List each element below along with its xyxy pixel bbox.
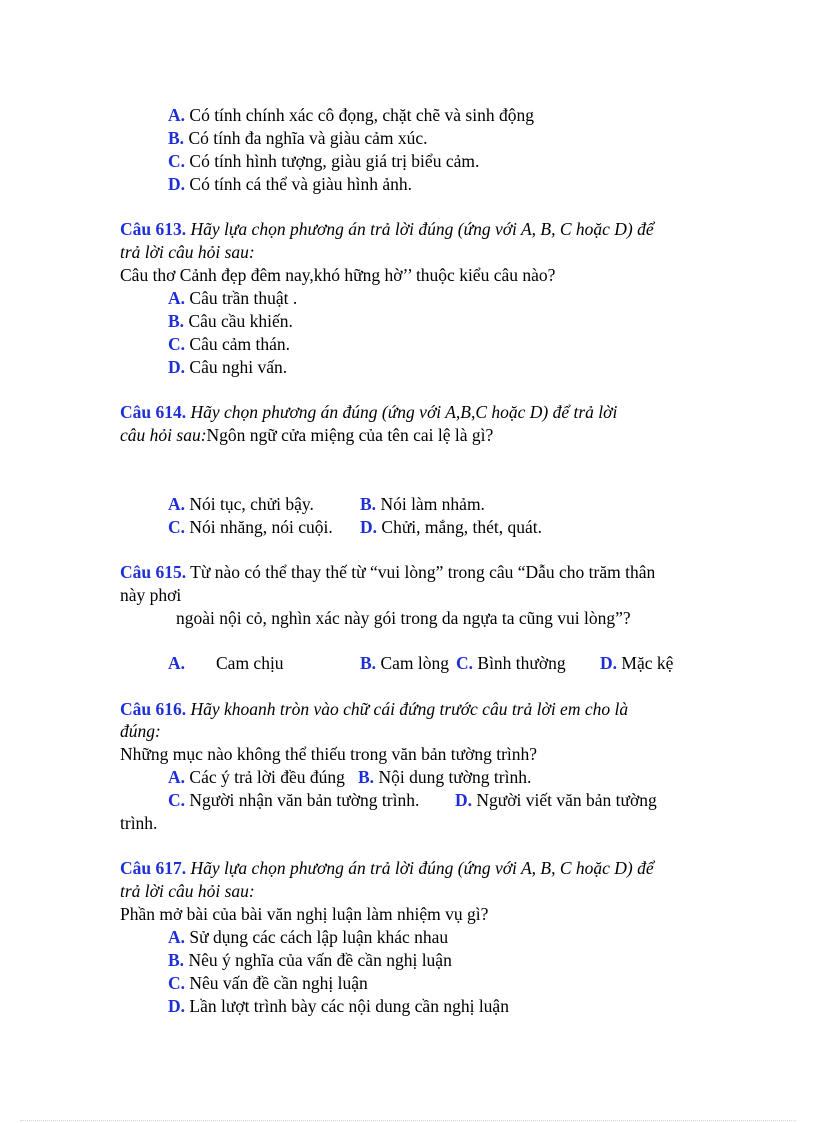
option-label: C. <box>168 973 186 993</box>
question-instruction-cont: đúng: <box>120 721 161 741</box>
option-label: A. <box>168 288 186 308</box>
option-text: Câu cầu khiến. <box>184 311 293 331</box>
question-text: Những mục nào không thể thiếu trong văn bản tường trình? <box>120 744 538 764</box>
option-text: Nói làm nhảm. <box>376 494 485 514</box>
option-d <box>455 789 657 811</box>
question-instruction: Hãy lựa chọn phương án trả lời đúng (ứng với A, B, C hoặc D) để <box>186 858 654 878</box>
option-a-text: Cam chịu <box>216 653 284 673</box>
option-label: C. <box>168 790 186 810</box>
question-instruction: câu hỏi sau: <box>120 425 207 445</box>
option-text: Có tính đa nghĩa và giàu cảm xúc. <box>188 128 428 148</box>
option-text: Có tính hình tượng, giàu giá trị biểu cảm. <box>189 151 480 171</box>
question-number: Câu 616. <box>120 699 187 719</box>
option-a <box>168 493 314 515</box>
option-text: Câu nghi vấn. <box>185 357 288 377</box>
option-text: Có tính cá thể và giàu hình ảnh. <box>189 174 412 194</box>
option-c <box>168 972 368 994</box>
question-613-heading <box>120 218 654 240</box>
page-bottom-rule <box>20 1120 796 1121</box>
option-label: A. <box>168 105 186 125</box>
option-text: Cam lòng <box>376 653 449 673</box>
option-label: A. <box>168 767 186 787</box>
option-text: Lần lượt trình bày các nội dung cần nghị luận <box>185 996 509 1016</box>
option-text: Các ý trả lời đều đúng <box>185 767 345 787</box>
option-label: A. <box>168 494 186 514</box>
option-b <box>168 310 293 332</box>
question-text: Ngôn ngữ cửa miệng của tên cai lệ là gì? <box>206 425 494 445</box>
option-a <box>168 287 297 309</box>
option-b <box>358 766 531 788</box>
option-d-cont: trình. <box>120 813 158 833</box>
option-b <box>168 949 452 971</box>
option-text: Nêu vấn đề cần nghị luận <box>185 973 368 993</box>
option-text: Câu trần thuật . <box>185 288 298 308</box>
question-text: Từ nào có thể thay thế từ “vui lòng” trong câu “Dẫu cho trăm thân <box>186 562 656 582</box>
option-label: D. <box>455 790 473 810</box>
option-c <box>168 516 333 538</box>
option-label: C. <box>168 334 186 354</box>
option-b <box>360 493 485 515</box>
option-text: Có tính chính xác cô đọng, chặt chẽ và sinh động <box>189 105 534 125</box>
question-617-heading <box>120 857 654 879</box>
option-label: A. <box>168 927 186 947</box>
option-label: B. <box>360 494 377 514</box>
option-b <box>168 127 428 149</box>
option-text: Người viết văn bản tường <box>472 790 657 810</box>
option-text: Nội dung tường trình. <box>374 767 532 787</box>
question-instruction-cont <box>120 424 493 446</box>
option-label: D. <box>360 517 378 537</box>
question-instruction: Hãy chọn phương án đúng (ứng với A,B,C hoặc D) để trả lời <box>186 402 618 422</box>
option-d <box>360 516 542 538</box>
option-label: C. <box>456 653 474 673</box>
option-text: Bình thường <box>473 653 566 673</box>
option-label: B. <box>168 950 185 970</box>
option-d <box>168 173 412 195</box>
option-c <box>168 150 479 172</box>
option-label: A. <box>168 653 186 673</box>
option-a <box>168 926 448 948</box>
option-a <box>168 766 345 788</box>
option-text: Sử dụng các cách lập luận khác nhau <box>185 927 449 947</box>
question-text: Phần mở bài của bài văn nghị luận làm nhiệm vụ gì? <box>120 904 489 924</box>
option-label: D. <box>168 357 186 377</box>
question-instruction-cont: trả lời câu hỏi sau: <box>120 242 255 262</box>
question-number: Câu 613. <box>120 219 187 239</box>
option-text: Nói nhăng, nói cuội. <box>185 517 333 537</box>
option-text: Người nhận văn bản tường trình. <box>185 790 420 810</box>
question-text: Câu thơ Cảnh đẹp đêm nay,khó hững hờ’’ thuộc kiểu câu nào? <box>120 265 556 285</box>
option-label: C. <box>168 517 186 537</box>
option-b <box>360 652 449 674</box>
option-c <box>168 333 290 355</box>
question-instruction: Hãy khoanh tròn vào chữ cái đứng trước câu trả lời em cho là <box>186 699 629 719</box>
option-text: Chửi, mắng, thét, quát. <box>377 517 543 537</box>
option-label: C. <box>168 151 186 171</box>
option-d <box>600 652 673 674</box>
option-d <box>168 995 509 1017</box>
option-d <box>168 356 287 378</box>
question-instruction-cont: trả lời câu hỏi sau: <box>120 881 255 901</box>
option-label: B. <box>360 653 377 673</box>
option-label: D. <box>168 996 186 1016</box>
option-text: Câu cảm thán. <box>185 334 290 354</box>
question-text-cont: này phơi <box>120 585 182 605</box>
option-text: Nói tục, chửi bậy. <box>185 494 314 514</box>
option-c <box>456 652 566 674</box>
option-label: B. <box>358 767 375 787</box>
question-instruction: Hãy lựa chọn phương án trả lời đúng (ứng với A, B, C hoặc D) để <box>186 219 654 239</box>
question-615-heading <box>120 561 655 583</box>
question-number: Câu 617. <box>120 858 187 878</box>
option-label: D. <box>600 653 618 673</box>
question-number: Câu 615. <box>120 562 187 582</box>
option-c <box>168 789 419 811</box>
option-text: Mặc kệ <box>617 653 674 673</box>
option-a <box>168 104 534 126</box>
option-label: B. <box>168 311 185 331</box>
question-616-heading <box>120 698 628 720</box>
question-614-heading <box>120 401 617 423</box>
question-text-cont: ngoài nội cỏ, nghìn xác này gói trong da ngựa ta cũng vui lòng”? <box>176 608 631 628</box>
question-number: Câu 614. <box>120 402 187 422</box>
option-a <box>168 652 185 674</box>
option-label: B. <box>168 128 185 148</box>
option-label: D. <box>168 174 186 194</box>
option-text: Nêu ý nghĩa của vấn đề cần nghị luận <box>184 950 452 970</box>
